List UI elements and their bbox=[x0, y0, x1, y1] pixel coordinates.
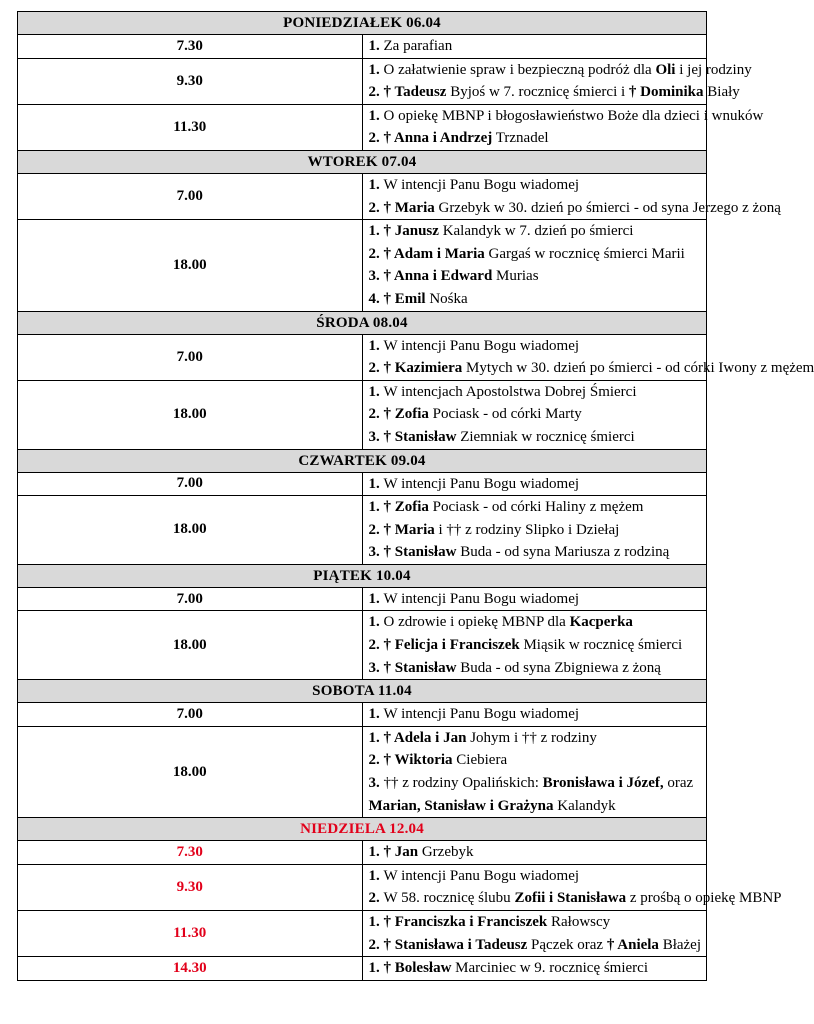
intention-text: †† z rodziny Opalińskich: bbox=[383, 775, 543, 792]
mass-intentions bbox=[362, 611, 707, 680]
intention-name-bold: 2. bbox=[368, 890, 384, 907]
intention-text: O załatwienie spraw i bezpieczną podróż dla bbox=[383, 61, 656, 78]
mass-intentions bbox=[362, 472, 707, 496]
intention-text: W intencji Panu Bogu wiadomej bbox=[383, 706, 580, 723]
intention-line bbox=[369, 426, 703, 449]
intention-name-bold: 1. bbox=[368, 590, 384, 607]
mass-time: 11.30 bbox=[18, 911, 363, 957]
mass-row bbox=[18, 58, 707, 104]
intention-name-bold: 1. † Janusz bbox=[368, 223, 439, 240]
day-header: NIEDZIELA 12.04 bbox=[18, 818, 707, 841]
intention-line bbox=[369, 749, 703, 772]
mass-time: 18.00 bbox=[18, 220, 363, 311]
mass-time: 7.30 bbox=[18, 35, 363, 59]
intention-line bbox=[369, 865, 703, 888]
mass-time: 7.00 bbox=[18, 173, 363, 219]
intention-name-bold: 1. bbox=[368, 107, 384, 124]
day-header: ŚRODA 08.04 bbox=[18, 311, 707, 334]
intention-name-bold: Zofii i Stanisława bbox=[514, 890, 627, 907]
intention-line bbox=[369, 611, 703, 634]
intention-text: Rałowscy bbox=[547, 914, 611, 930]
intention-name-bold: 2. † Kazimiera bbox=[368, 360, 463, 377]
intention-name-bold: 2. † Adam i Maria bbox=[368, 245, 485, 262]
mass-intentions bbox=[362, 841, 707, 865]
intention-line bbox=[368, 197, 781, 220]
mass-row bbox=[18, 496, 707, 565]
mass-schedule-table bbox=[17, 11, 814, 981]
intention-text: Murias bbox=[492, 268, 539, 285]
intention-text: W intencji Panu Bogu wiadomej bbox=[383, 176, 580, 193]
day-header: WTOREK 07.04 bbox=[18, 150, 707, 173]
intention-name-bold: 1. † Adela i Jan bbox=[368, 729, 467, 746]
intention-text: Ziemniak w rocznicę śmierci bbox=[456, 428, 635, 445]
intention-text: i †† z rodziny Slipko i Dziełaj bbox=[434, 521, 620, 538]
intention-name-bold: 2. † Tadeusz bbox=[368, 84, 447, 101]
intention-line bbox=[369, 473, 703, 496]
intention-text: Marciniec w 9. rocznicę śmierci bbox=[451, 960, 648, 977]
intention-line bbox=[369, 265, 703, 288]
mass-intentions bbox=[362, 334, 814, 380]
mass-time: 18.00 bbox=[18, 496, 363, 565]
mass-intentions bbox=[362, 173, 781, 219]
intention-name-bold: 1. † Franciszka i Franciszek bbox=[368, 914, 548, 930]
intention-text: O zdrowie i opiekę MBNP dla bbox=[383, 614, 570, 631]
mass-row bbox=[18, 334, 707, 380]
intention-name-bold: 1. bbox=[368, 337, 384, 354]
mass-time: 9.30 bbox=[18, 58, 363, 104]
day-header: PONIEDZIAŁEK 06.04 bbox=[18, 12, 707, 35]
mass-intentions bbox=[362, 496, 707, 565]
intention-line bbox=[369, 35, 703, 58]
mass-row bbox=[18, 472, 707, 496]
intention-name-bold: 2. † Maria bbox=[368, 199, 435, 216]
intention-text: Pączek oraz bbox=[527, 936, 607, 953]
mass-time: 18.00 bbox=[18, 380, 363, 449]
intention-text: Pociask - od córki Marty bbox=[428, 406, 582, 423]
intention-line bbox=[369, 220, 703, 243]
mass-time: 18.00 bbox=[18, 726, 363, 817]
intention-line bbox=[369, 174, 703, 197]
intention-name-bold: Kacperka bbox=[569, 614, 633, 631]
day-header: CZWARTEK 09.04 bbox=[18, 449, 707, 472]
intention-name-bold: 2. † Maria bbox=[368, 521, 435, 538]
intention-name-bold: 1. bbox=[368, 706, 384, 723]
day-header-row bbox=[18, 818, 707, 841]
intention-line bbox=[369, 519, 703, 542]
intention-text: Kalandyk w 7. dzień po śmierci bbox=[438, 223, 634, 240]
mass-time: 7.00 bbox=[18, 472, 363, 496]
intention-line bbox=[369, 934, 703, 957]
intention-name-bold: 1. † Bolesław bbox=[368, 960, 452, 977]
intention-text: Kalandyk bbox=[553, 797, 616, 814]
mass-time: 9.30 bbox=[18, 864, 363, 910]
intention-name-bold: 4. † Emil bbox=[368, 290, 426, 307]
intention-name-bold: 1. bbox=[368, 176, 384, 193]
mass-row bbox=[18, 841, 707, 865]
mass-intentions bbox=[362, 220, 707, 311]
intention-text: Błażej bbox=[658, 936, 702, 953]
day-header-row bbox=[18, 311, 707, 334]
intention-text: W 58. rocznicę ślubu bbox=[383, 890, 515, 907]
intention-name-bold: 3. † Stanisław bbox=[368, 428, 457, 445]
mass-row bbox=[18, 173, 707, 219]
intention-name-bold: Oli bbox=[655, 61, 676, 78]
intention-line bbox=[369, 403, 703, 426]
mass-row bbox=[18, 726, 707, 817]
intention-text: Byjoś w 7. rocznicę śmierci i bbox=[446, 84, 629, 101]
day-header-row bbox=[18, 449, 707, 472]
mass-intentions bbox=[362, 104, 764, 150]
intention-line bbox=[368, 59, 752, 82]
intention-line bbox=[369, 634, 703, 657]
day-header: PIĄTEK 10.04 bbox=[18, 564, 707, 587]
mass-intentions bbox=[362, 864, 782, 910]
intention-name-bold: 3. bbox=[368, 775, 384, 792]
mass-intentions bbox=[362, 58, 752, 104]
intention-text: Mytych w 30. dzień po śmierci - od córki Iwony z mężem bbox=[462, 360, 814, 377]
intention-line bbox=[368, 887, 782, 910]
intention-line bbox=[369, 841, 703, 864]
mass-row bbox=[18, 611, 707, 680]
mass-intentions bbox=[362, 726, 707, 817]
intention-line bbox=[369, 127, 703, 150]
mass-intentions bbox=[362, 380, 707, 449]
intention-line bbox=[369, 727, 703, 750]
mass-time: 7.00 bbox=[18, 334, 363, 380]
mass-row bbox=[18, 35, 707, 59]
intention-text: Buda - od syna Zbigniewa z żoną bbox=[456, 659, 661, 676]
mass-row bbox=[18, 220, 707, 311]
intention-name-bold: 1. bbox=[368, 614, 384, 631]
schedule-body bbox=[18, 12, 814, 981]
intention-text: Johym i †† z rodziny bbox=[466, 729, 597, 746]
intention-line bbox=[369, 381, 703, 404]
intention-name-bold: 1. bbox=[368, 383, 384, 400]
intention-name-bold: 3. † Stanisław bbox=[368, 544, 457, 561]
mass-intentions bbox=[362, 35, 707, 59]
mass-time: 11.30 bbox=[18, 104, 363, 150]
intention-text: W intencji Panu Bogu wiadomej bbox=[383, 867, 580, 884]
mass-intentions bbox=[362, 703, 707, 727]
intention-text: W intencjach Apostolstwa Dobrej Śmierci bbox=[383, 383, 637, 400]
intention-text: W intencji Panu Bogu wiadomej bbox=[383, 590, 580, 607]
intention-text: W intencji Panu Bogu wiadomej bbox=[383, 337, 580, 354]
mass-intentions bbox=[362, 911, 707, 957]
mass-time: 14.30 bbox=[18, 957, 363, 981]
intention-line bbox=[369, 243, 703, 266]
intention-name-bold: 3. † Anna i Edward bbox=[368, 268, 493, 285]
intention-name-bold: 2. † Zofia bbox=[368, 406, 429, 423]
mass-row bbox=[18, 911, 707, 957]
intention-name-bold: 2. † Felicja i Franciszek bbox=[368, 637, 520, 654]
mass-intentions bbox=[362, 587, 707, 611]
day-header-row bbox=[18, 680, 707, 703]
intention-line bbox=[369, 772, 703, 817]
mass-row bbox=[18, 864, 707, 910]
intention-name-bold: 2. † Stanisława i Tadeusz bbox=[368, 936, 528, 953]
intention-line bbox=[369, 541, 703, 564]
intention-name-bold: 1. bbox=[368, 61, 384, 78]
intention-text: W intencji Panu Bogu wiadomej bbox=[383, 475, 580, 492]
intention-text: O opiekę MBNP i błogosławieństwo Boże dla dzieci i wnuków bbox=[383, 107, 764, 124]
mass-row bbox=[18, 703, 707, 727]
intention-text: Za parafian bbox=[383, 38, 453, 54]
intention-text: Buda - od syna Mariusza z rodziną bbox=[456, 544, 670, 561]
intention-name-bold: 1. † Zofia bbox=[368, 499, 429, 516]
intention-name-bold: 3. † Stanisław bbox=[368, 659, 457, 676]
mass-row bbox=[18, 104, 707, 150]
intention-text: Biały bbox=[703, 84, 740, 101]
intention-text: i jej rodziny bbox=[675, 61, 752, 78]
day-header: SOBOTA 11.04 bbox=[18, 680, 707, 703]
mass-row bbox=[18, 957, 707, 981]
intention-text: z prośbą o opiekę MBNP bbox=[626, 890, 782, 907]
intention-name-bold: 2. † Wiktoria bbox=[368, 752, 453, 769]
intention-text: Miąsik w rocznicę śmierci bbox=[519, 637, 683, 654]
intention-text: Nośka bbox=[425, 290, 468, 307]
intention-text: Pociask - od córki Haliny z mężem bbox=[428, 499, 644, 516]
intention-name-bold: 1. bbox=[368, 867, 384, 884]
mass-time: 18.00 bbox=[18, 611, 363, 680]
intention-text: oraz bbox=[663, 775, 694, 792]
intention-text: Ciebiera bbox=[452, 752, 508, 769]
intention-line bbox=[369, 588, 703, 611]
intention-line bbox=[369, 657, 703, 680]
day-header-row bbox=[18, 12, 707, 35]
intention-line bbox=[369, 288, 703, 311]
intention-line bbox=[368, 105, 764, 128]
mass-row bbox=[18, 380, 707, 449]
intention-text: Grzebyk bbox=[418, 844, 474, 861]
intention-text: Grzebyk w 30. dzień po śmierci - od syna Jerzego z żoną bbox=[434, 199, 781, 216]
mass-time: 7.00 bbox=[18, 587, 363, 611]
intention-name-bold: 1. † Jan bbox=[368, 844, 419, 861]
intention-line bbox=[369, 911, 703, 934]
intention-line bbox=[368, 81, 740, 104]
intention-line bbox=[369, 335, 703, 358]
day-header-row bbox=[18, 150, 707, 173]
intention-line bbox=[368, 357, 814, 380]
intention-line bbox=[369, 496, 703, 519]
intention-name-bold: 1. bbox=[368, 475, 384, 492]
mass-time: 7.30 bbox=[18, 841, 363, 865]
intention-name-bold: † Dominika bbox=[628, 84, 704, 101]
intention-name-bold: Marian, Stanisław i Grażyna bbox=[368, 797, 554, 814]
intention-name-bold: Bronisława i Józef, bbox=[542, 775, 664, 792]
intention-text: Gargaś w rocznicę śmierci Marii bbox=[484, 245, 685, 262]
intention-name-bold: † Aniela bbox=[606, 936, 659, 953]
intention-name-bold: 2. † Anna i Andrzej bbox=[368, 130, 493, 147]
intention-text: Trznadel bbox=[492, 130, 549, 147]
mass-intentions bbox=[362, 957, 707, 981]
mass-row bbox=[18, 587, 707, 611]
intention-line bbox=[369, 957, 703, 980]
mass-time: 7.00 bbox=[18, 703, 363, 727]
day-header-row bbox=[18, 564, 707, 587]
intention-line bbox=[369, 703, 703, 726]
intention-name-bold: 1. bbox=[368, 38, 384, 54]
